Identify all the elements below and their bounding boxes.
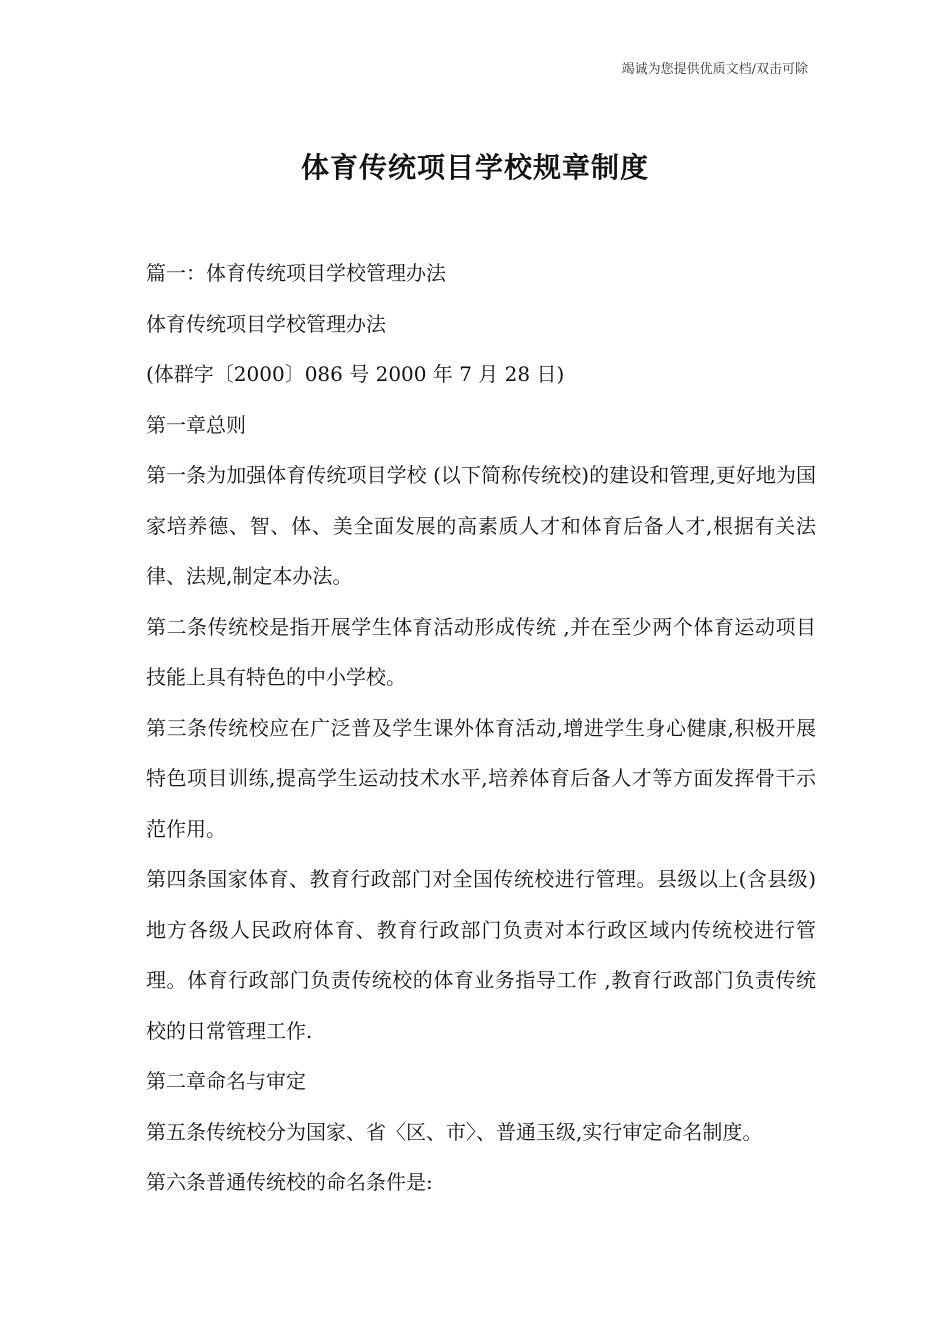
paragraph: 体育传统项目学校管理办法 xyxy=(146,311,386,336)
paragraph: 第一章总则 xyxy=(146,412,246,437)
paragraph: 第一条为加强体育传统项目学校 (以下简称传统校)的建设和管理,更好地为国家培养德、智、体、美全面发展的高素质人才和体育后备人才,根据有关法律、法规,制定本办法。 xyxy=(146,463,816,588)
paragraph: 第二章命名与审定 xyxy=(146,1069,306,1093)
paragraph: 第六条普通传统校的命名条件是: xyxy=(146,1170,433,1194)
paragraph: 第四条国家体育、教育行政部门对全国传统校进行管理。县级以上(含县级)地方各级人民政府体育、教育行政部门负责对本行政区域内传统校进行管理。体育行政部门负责传统校的体育业务指导工作 ,教育行政部门负责传统校的日常管理工作. xyxy=(146,867,816,1043)
paragraph: (体群字〔2000〕086 号 2000 年 7 月 28 日) xyxy=(146,362,565,386)
document-body xyxy=(146,248,816,1208)
watermark-text: 竭诚为您提供优质文档/双击可除 xyxy=(621,62,808,77)
paragraph: 第五条传统校分为国家、省〈区、市〉、普通玉级,实行审定命名制度。 xyxy=(146,1119,763,1144)
paragraph: 第二条传统校是指开展学生体育活动形成传统 ,并在至少两个体育运动项目技能上具有特色的中小学校。 xyxy=(146,614,816,689)
paragraph: 篇一：体育传统项目学校管理办法 xyxy=(146,261,446,285)
document-title: 体育传统项目学校规章制度 xyxy=(300,151,649,184)
paragraph: 第三条传统校应在广泛普及学生课外体育活动,增进学生身心健康,积极开展特色项目训练,提高学生运动技术水平,培养体育后备人才等方面发挥骨干示范作用。 xyxy=(146,715,816,841)
